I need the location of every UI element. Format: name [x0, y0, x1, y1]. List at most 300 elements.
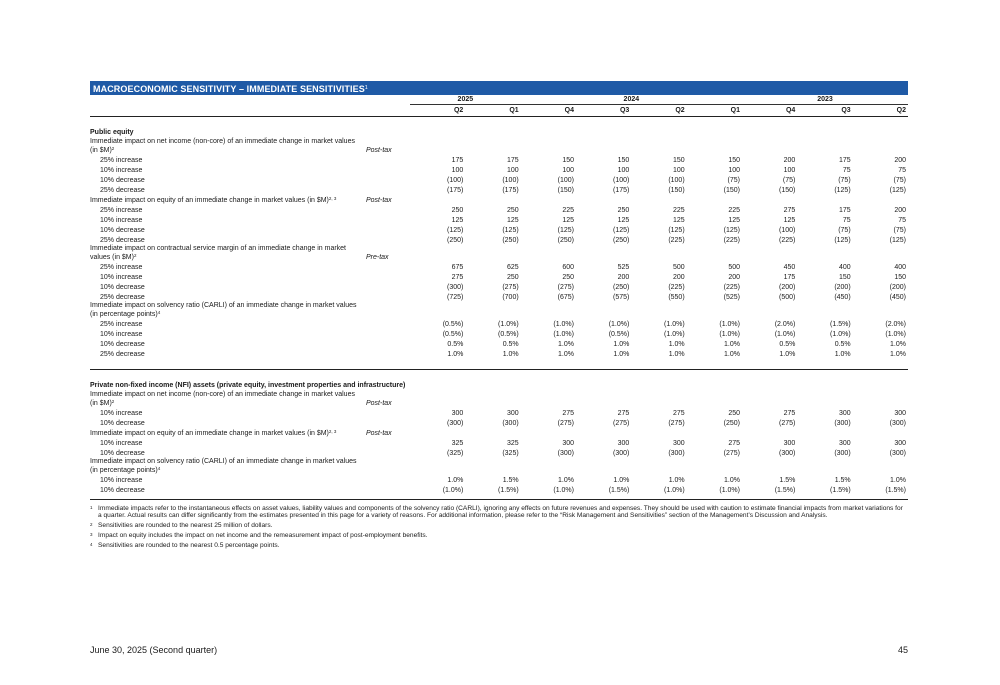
- empty-cell: [465, 391, 520, 408]
- scenario-label: 10% increase: [100, 166, 143, 174]
- value-cell: (175): [502, 186, 519, 194]
- empty-cell: [631, 245, 686, 262]
- empty-cell: [366, 117, 410, 128]
- scenario-label: 25% decrease: [100, 293, 145, 301]
- empty-cell: [465, 495, 520, 500]
- value-cell: 625: [506, 263, 519, 271]
- sensitivity-table: [90, 95, 908, 500]
- value-cell: 0.5%: [834, 340, 851, 348]
- value-cell: 600: [562, 263, 574, 271]
- empty-cell: [366, 370, 410, 381]
- empty-cell: [742, 495, 797, 500]
- value-cell: 175: [838, 156, 851, 164]
- section-title: Private non-fixed income (NFI) assets (private equity, investment properties and infrastructure): [90, 382, 406, 389]
- value-cell: 100: [728, 166, 740, 174]
- value-cell: 125: [617, 216, 630, 224]
- scenario-label: 10% decrease: [100, 340, 145, 348]
- table-row: [90, 155, 908, 165]
- value-cell: 325: [506, 439, 519, 447]
- tax-basis: Post-tax: [366, 429, 392, 437]
- empty-cell: [410, 428, 465, 438]
- value-cell: (200): [778, 283, 796, 291]
- empty-cell: [366, 418, 410, 428]
- value-cell: (100): [778, 226, 796, 234]
- metric-label: [90, 302, 366, 319]
- metric-header-row: [90, 302, 908, 319]
- value-cell: (75): [727, 176, 740, 184]
- empty-cell: [465, 195, 520, 205]
- scenario-label: 25% increase: [100, 206, 143, 214]
- value-cell: 250: [617, 206, 630, 214]
- value-cell: 1.0%: [502, 350, 519, 358]
- metric-label-text: Immediate impact on solvency ratio (CARLI) of an immediate change in market values (in percentage points): [90, 302, 357, 318]
- value-cell: (1.5%): [830, 486, 851, 494]
- empty-cell: [742, 359, 797, 370]
- quarter-header: Q3: [797, 105, 852, 117]
- value-cell: 500: [728, 263, 740, 271]
- section-header-row: [90, 127, 908, 138]
- scenario-label: 25% increase: [100, 320, 143, 328]
- scenario-label: 10% increase: [100, 476, 143, 484]
- metric-label-text: Immediate impact on contractual service margin of an immediate change in market values (in $M): [90, 245, 347, 261]
- value-cell: 1.0%: [668, 476, 685, 484]
- empty-cell: [465, 245, 520, 262]
- scenario-label: 10% increase: [100, 330, 143, 338]
- empty-cell: [631, 138, 686, 155]
- value-cell: 200: [783, 156, 796, 164]
- table-row: [90, 349, 908, 359]
- empty-cell: [576, 458, 631, 475]
- value-cell: 275: [562, 409, 574, 417]
- value-cell: 75: [898, 166, 906, 174]
- table-row: [90, 175, 908, 185]
- value-cell: (300): [502, 419, 519, 427]
- value-cell: 225: [562, 206, 574, 214]
- value-cell: (250): [502, 236, 519, 244]
- empty-cell: [521, 359, 576, 370]
- metric-footnote-ref: 2: [111, 146, 115, 151]
- empty-cell: [853, 495, 908, 500]
- value-cell: (200): [889, 283, 906, 291]
- metric-label-text: Immediate impact on equity of an immediate change in market values (in $M): [90, 430, 329, 437]
- value-cell: (300): [889, 449, 906, 457]
- empty-cell: [90, 495, 366, 500]
- value-cell: 300: [506, 409, 519, 417]
- value-cell: (100): [612, 176, 630, 184]
- table-row: [90, 448, 908, 458]
- metric-header-row: [90, 245, 908, 262]
- value-cell: 300: [894, 409, 906, 417]
- value-cell: 175: [838, 206, 851, 214]
- empty-cell: [366, 349, 410, 359]
- empty-cell: [742, 138, 797, 155]
- quarter-header: Q4: [742, 105, 797, 117]
- section-divider-row: [90, 359, 908, 370]
- value-cell: (250): [612, 283, 630, 291]
- metric-label: [90, 391, 366, 408]
- metric-footnote-ref: 2, 3: [328, 429, 337, 434]
- metric-header-row: [90, 428, 908, 438]
- value-cell: (1.0%): [553, 486, 574, 494]
- value-cell: 1.0%: [834, 350, 851, 358]
- value-cell: (1.0%): [608, 320, 630, 328]
- empty-cell: [366, 235, 410, 245]
- value-cell: 100: [562, 166, 574, 174]
- quarter-header: Q2: [631, 105, 686, 117]
- empty-cell: [366, 165, 410, 175]
- value-cell: (1.5%): [498, 486, 519, 494]
- empty-cell: [465, 359, 520, 370]
- value-cell: 200: [894, 156, 906, 164]
- value-cell: (275): [612, 419, 630, 427]
- value-cell: (1.0%): [885, 330, 906, 338]
- empty-cell: [742, 117, 797, 128]
- value-cell: 525: [617, 263, 630, 271]
- value-cell: 75: [842, 166, 851, 174]
- value-cell: (1.5%): [885, 486, 906, 494]
- tax-basis: Pre-tax: [366, 254, 389, 261]
- value-cell: (275): [668, 419, 685, 427]
- footnote: [90, 532, 908, 539]
- value-cell: 100: [617, 166, 630, 174]
- value-cell: 1.0%: [613, 340, 630, 348]
- value-cell: (275): [778, 419, 796, 427]
- value-cell: 275: [728, 439, 740, 447]
- table-body: [90, 95, 908, 500]
- empty-cell: [797, 458, 852, 475]
- value-cell: (1.0%): [774, 330, 796, 338]
- empty-cell: [465, 138, 520, 155]
- value-cell: (300): [612, 449, 630, 457]
- metric-label: [90, 195, 366, 205]
- empty-cell: [687, 370, 742, 381]
- value-cell: (125): [834, 186, 851, 194]
- empty-cell: [797, 391, 852, 408]
- value-cell: (1.0%): [664, 320, 685, 328]
- value-cell: 175: [451, 156, 464, 164]
- scenario-label: 10% increase: [100, 216, 143, 224]
- value-cell: (225): [778, 236, 796, 244]
- footnote: [90, 505, 908, 519]
- footnote: [90, 522, 908, 529]
- value-cell: 1.0%: [724, 476, 740, 484]
- value-cell: (1.0%): [719, 486, 740, 494]
- value-cell: 450: [783, 263, 796, 271]
- empty-cell: [410, 370, 465, 381]
- empty-cell: [410, 138, 465, 155]
- empty-cell: [797, 302, 852, 319]
- value-cell: (1.5%): [830, 320, 851, 328]
- value-cell: 1.0%: [724, 340, 740, 348]
- value-cell: (1.0%): [664, 330, 685, 338]
- empty-cell: [521, 195, 576, 205]
- empty-cell: [576, 359, 631, 370]
- empty-cell: [410, 391, 465, 408]
- value-cell: 250: [728, 409, 740, 417]
- empty-cell: [410, 495, 465, 500]
- footnote: [90, 542, 908, 549]
- table-row: [90, 272, 908, 282]
- empty-cell: [576, 391, 631, 408]
- value-cell: (125): [668, 226, 685, 234]
- footnote-number: 2: [90, 522, 93, 527]
- value-cell: (525): [723, 293, 740, 301]
- table-row: [90, 408, 908, 418]
- empty-cell: [576, 245, 631, 262]
- scenario-label: 10% decrease: [100, 176, 145, 184]
- value-cell: 225: [728, 206, 740, 214]
- empty-cell: [366, 448, 410, 458]
- empty-cell: [366, 495, 410, 500]
- empty-cell: [366, 438, 410, 448]
- empty-cell: [576, 370, 631, 381]
- empty-cell: [742, 391, 797, 408]
- spacer-row: [90, 117, 908, 128]
- empty-cell: [687, 391, 742, 408]
- empty-cell: [366, 292, 410, 302]
- table-row: [90, 235, 908, 245]
- empty-cell: [410, 302, 465, 319]
- value-cell: (100): [502, 176, 519, 184]
- table-row: [90, 292, 908, 302]
- footnote-number: 3: [90, 532, 93, 537]
- value-cell: 300: [894, 439, 906, 447]
- scenario-label: 25% decrease: [100, 236, 145, 244]
- value-cell: (450): [834, 293, 851, 301]
- value-cell: (1.0%): [719, 330, 740, 338]
- empty-cell: [366, 359, 410, 370]
- value-cell: 125: [562, 216, 574, 224]
- table-end-row: [90, 495, 908, 500]
- value-cell: 275: [672, 409, 685, 417]
- empty-cell: [742, 370, 797, 381]
- empty-cell: [521, 370, 576, 381]
- empty-cell: [687, 195, 742, 205]
- metric-label-text: Immediate impact on net income (non-core) of an immediate change in market values (in $M): [90, 391, 355, 407]
- empty-cell: [853, 245, 908, 262]
- empty-cell: [410, 359, 465, 370]
- empty-cell: [521, 428, 576, 438]
- value-cell: (225): [668, 236, 685, 244]
- value-cell: (275): [723, 449, 740, 457]
- table-row: [90, 185, 908, 195]
- value-cell: 0.5%: [779, 340, 796, 348]
- empty-cell: [687, 245, 742, 262]
- empty-cell: [521, 495, 576, 500]
- value-cell: 175: [783, 273, 796, 281]
- empty-cell: [521, 138, 576, 155]
- value-cell: 1.0%: [668, 350, 685, 358]
- empty-cell: [366, 319, 410, 329]
- empty-cell: [742, 458, 797, 475]
- value-cell: (1.5%): [608, 486, 630, 494]
- quarter-header: Q3: [576, 105, 631, 117]
- value-cell: 75: [898, 216, 906, 224]
- empty-cell: [631, 495, 686, 500]
- value-cell: (275): [557, 419, 574, 427]
- empty-cell: [366, 339, 410, 349]
- year-header: 2024: [521, 95, 742, 105]
- quarter-header-row: [90, 105, 908, 117]
- value-cell: (500): [778, 293, 796, 301]
- value-cell: (250): [446, 236, 464, 244]
- value-cell: 400: [838, 263, 851, 271]
- empty-cell: [465, 458, 520, 475]
- empty-cell: [521, 302, 576, 319]
- table-row: [90, 485, 908, 495]
- value-cell: 1.0%: [447, 350, 464, 358]
- scenario-label: 10% decrease: [100, 486, 145, 494]
- value-cell: 275: [783, 206, 796, 214]
- value-cell: 300: [672, 439, 685, 447]
- metric-label-text: Immediate impact on solvency ratio (CARLI) of an immediate change in market values (in percentage points): [90, 458, 357, 474]
- empty-cell: [410, 117, 465, 128]
- empty-cell: [366, 175, 410, 185]
- value-cell: (150): [668, 186, 685, 194]
- value-cell: 150: [672, 156, 685, 164]
- table-row: [90, 329, 908, 339]
- value-cell: (1.0%): [553, 320, 574, 328]
- value-cell: 300: [838, 409, 851, 417]
- value-cell: (725): [446, 293, 464, 301]
- metric-footnote-ref: 4: [157, 466, 161, 471]
- quarter-header: Q1: [687, 105, 742, 117]
- section-title: Public equity: [90, 129, 134, 136]
- quarter-header: Q4: [521, 105, 576, 117]
- tax-basis: Post-tax: [366, 147, 392, 154]
- value-cell: 1.0%: [668, 340, 685, 348]
- value-cell: (125): [612, 226, 630, 234]
- table-row: [90, 475, 908, 485]
- value-cell: 1.0%: [558, 340, 574, 348]
- value-cell: (75): [782, 176, 796, 184]
- empty-cell: [687, 458, 742, 475]
- empty-cell: [853, 302, 908, 319]
- value-cell: 150: [562, 156, 574, 164]
- value-cell: (100): [557, 176, 574, 184]
- metric-header-row: [90, 391, 908, 408]
- scenario-label: 10% increase: [100, 409, 143, 417]
- table-row: [90, 225, 908, 235]
- metric-label: [90, 428, 366, 438]
- empty-cell: [853, 428, 908, 438]
- empty-cell: [366, 185, 410, 195]
- value-cell: 275: [451, 273, 464, 281]
- metric-header-row: [90, 138, 908, 155]
- empty-cell: [742, 195, 797, 205]
- value-cell: (2.0%): [774, 320, 796, 328]
- empty-cell: [742, 428, 797, 438]
- value-cell: 200: [617, 273, 630, 281]
- table-title-banner: [90, 81, 908, 95]
- value-cell: (150): [723, 186, 740, 194]
- metric-header-row: [90, 195, 908, 205]
- scenario-label: 10% increase: [100, 439, 143, 447]
- empty-cell: [853, 391, 908, 408]
- empty-cell: [576, 138, 631, 155]
- value-cell: (225): [668, 283, 685, 291]
- footnote-text: Impact on equity includes the impact on net income and the remeasurement impact of post-employment benefits.: [98, 532, 428, 539]
- value-cell: 1.5%: [502, 476, 519, 484]
- value-cell: (250): [612, 236, 630, 244]
- value-cell: 75: [842, 216, 851, 224]
- quarter-header: Q2: [410, 105, 465, 117]
- value-cell: (450): [889, 293, 906, 301]
- value-cell: (300): [834, 419, 851, 427]
- empty-cell: [366, 475, 410, 485]
- value-cell: 100: [783, 166, 796, 174]
- value-cell: (200): [834, 283, 851, 291]
- value-cell: 125: [451, 216, 464, 224]
- value-cell: 1.0%: [558, 476, 574, 484]
- value-cell: (100): [668, 176, 685, 184]
- report-period: June 30, 2025 (Second quarter): [90, 645, 218, 655]
- year-header: 2025: [410, 95, 521, 105]
- value-cell: 300: [617, 439, 630, 447]
- empty-cell: [366, 329, 410, 339]
- empty-cell: [576, 495, 631, 500]
- value-cell: 125: [672, 216, 685, 224]
- value-cell: 150: [617, 156, 630, 164]
- table-row: [90, 339, 908, 349]
- empty-cell: [797, 195, 852, 205]
- value-cell: 200: [728, 273, 740, 281]
- empty-cell: [687, 138, 742, 155]
- empty-cell: [853, 370, 908, 381]
- empty-cell: [742, 245, 797, 262]
- scenario-label: 10% increase: [100, 273, 143, 281]
- scenario-label: 25% increase: [100, 156, 143, 164]
- empty-cell: [366, 408, 410, 418]
- value-cell: 1.0%: [724, 350, 740, 358]
- empty-cell: [853, 195, 908, 205]
- value-cell: 675: [451, 263, 464, 271]
- value-cell: (250): [557, 236, 574, 244]
- value-cell: (0.5%): [608, 330, 630, 338]
- table-row: [90, 319, 908, 329]
- scenario-label: 10% decrease: [100, 419, 145, 427]
- empty-cell: [90, 359, 366, 370]
- empty-cell: [366, 262, 410, 272]
- value-cell: (1.0%): [830, 330, 851, 338]
- empty-cell: [687, 117, 742, 128]
- empty-cell: [465, 428, 520, 438]
- empty-cell: [521, 458, 576, 475]
- value-cell: (2.0%): [885, 320, 906, 328]
- empty-cell: [631, 359, 686, 370]
- value-cell: (1.5%): [774, 486, 796, 494]
- value-cell: (0.5%): [442, 320, 464, 328]
- scenario-label: 10% decrease: [100, 226, 145, 234]
- metric-footnote-ref: 2: [111, 399, 115, 404]
- empty-cell: [631, 195, 686, 205]
- empty-cell: [853, 117, 908, 128]
- tax-basis: [366, 302, 410, 319]
- value-cell: (300): [446, 419, 464, 427]
- value-cell: 1.0%: [613, 476, 630, 484]
- value-cell: 275: [783, 409, 796, 417]
- value-cell: (275): [502, 283, 519, 291]
- value-cell: (225): [723, 236, 740, 244]
- value-cell: 250: [506, 273, 519, 281]
- table-row: [90, 205, 908, 215]
- value-cell: (125): [446, 226, 464, 234]
- value-cell: (275): [557, 283, 574, 291]
- empty-cell: [90, 370, 366, 381]
- metric-label-text: Immediate impact on equity of an immediate change in market values (in $M): [90, 197, 329, 204]
- value-cell: (250): [723, 419, 740, 427]
- table-row: [90, 418, 908, 428]
